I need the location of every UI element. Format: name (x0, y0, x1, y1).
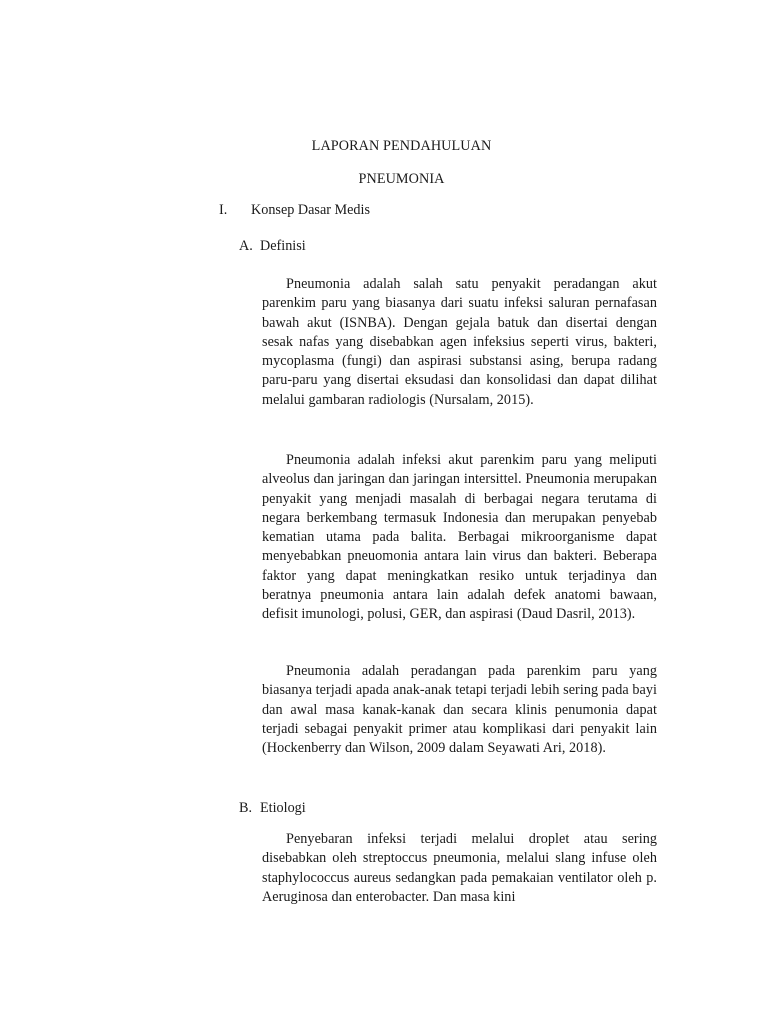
subsection-label: Definisi (260, 238, 306, 254)
subsection-label: Etiologi (260, 800, 306, 816)
section-label: Konsep Dasar Medis (251, 202, 370, 218)
subsection-heading-definisi (239, 237, 306, 255)
subsection-letter: A. (239, 238, 253, 254)
document-title: LAPORAN PENDAHULUAN (311, 138, 492, 154)
subsection-heading-etiologi (239, 799, 306, 817)
definisi-paragraph-2: Pneumonia adalah infeksi akut parenkim paru yang meliputi alveolus dan jaringan dan jaringan intersittel. Pneumonia merupakan penyakit yang menjadi masalah di berbagai negara terutama di negara berkembang termasuk Indonesia dan merupakan penyebab kematian utama pada balita. Berbagai mikroorganisme dapat menyebabkan pneuomonia antara lain virus dan bakteri. Beberapa faktor yang dapat meningkatkan resiko untuk terjadinya dan beratnya pneumonia antara lain adalah defek anatomi bawaan, defisit imunologi, polusi, GER, dan aspirasi (Daud Dasril, 2013). (262, 452, 657, 623)
section-heading-konsep-dasar-medis (219, 201, 370, 219)
definisi-paragraph-3: Pneumonia adalah peradangan pada parenkim paru yang biasanya terjadi apada anak-anak tetapi terjadi lebih sering pada bayi dan awal masa kanak-kanak dan secara klinis penumonia dapat terjadi sebagai penyakit primer atau komplikasi dari penyakit lain (Hockenberry dan Wilson, 2009 dalam Seyawati Ari, 2018). (262, 663, 657, 757)
definisi-paragraph-1: Pneumonia adalah salah satu penyakit peradangan akut parenkim paru yang biasanya dari suatu infeksi saluran pernafasan bawah akut (ISNBA). Dengan gejala batuk dan disertai dengan sesak nafas yang disebabkan agen infeksius seperti virus, bakteri, mycoplasma (fungi) dan aspirasi substansi asing, berupa radang paru-paru yang disertai eksudasi dan konsolidasi dan dapat dilihat melalui gambaran radiologis (Nursalam, 2015). (262, 276, 657, 408)
document-subtitle: PNEUMONIA (358, 171, 445, 187)
section-number: I. (219, 202, 228, 218)
subsection-letter: B. (239, 800, 253, 816)
etiologi-paragraph-1: Penyebaran infeksi terjadi melalui droplet atau sering disebabkan oleh streptoccus pneumonia, melalui slang infuse oleh staphylococcus aureus sedangkan pada pemakaian ventilator oleh p. Aeruginosa dan enterobacter. Dan masa kini (262, 831, 657, 905)
